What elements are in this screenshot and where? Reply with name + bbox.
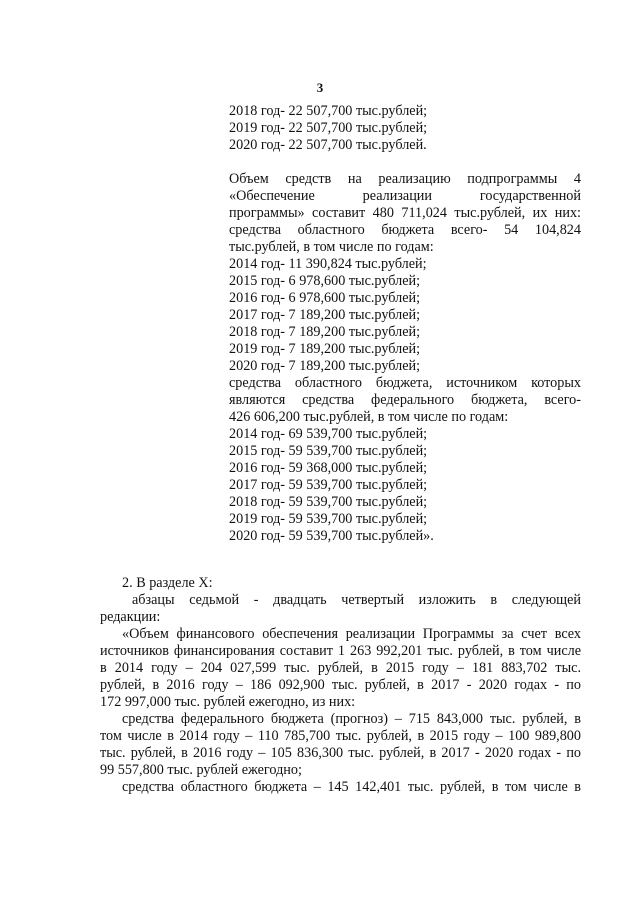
spacer [229, 154, 581, 171]
text-line: 172 997,000 тыс. рублей ежегодно, из них: [100, 694, 356, 710]
text-line: 2019 год- 59 539,700 тыс.рублей; [229, 511, 428, 527]
year-list-federal-source [229, 426, 581, 545]
text-line: 2020 год- 22 507,700 тыс.рублей. [229, 137, 427, 153]
text-line: 2020 год- 59 539,700 тыс.рублей». [229, 528, 434, 544]
section-heading: 2. В разделе X: [122, 575, 213, 591]
text-line: «Обеспечение реализации государственной [229, 188, 581, 204]
text-line: 2014 год- 11 390,824 тыс.рублей; [229, 256, 427, 272]
text-line: 2018 год- 22 507,700 тыс.рублей; [229, 103, 428, 119]
text-line: 2020 год- 7 189,200 тыс.рублей; [229, 358, 421, 374]
text-line: средства областного бюджета – 145 142,401 тыс. рублей, в том числе в [122, 779, 581, 795]
text-line: том числе в 2014 году – 110 785,700 тыс. рублей, в 2015 году – 100 989,800 [100, 728, 581, 744]
year-list-regional-budget [229, 256, 581, 375]
text-line: тыс. рублей, в 2016 году – 105 836,300 тыс. рублей, в 2017 - 2020 годах - по [100, 745, 581, 761]
text-line: Объем средств на реализацию подпрограммы 4 [229, 171, 581, 187]
text-line: 2014 год- 69 539,700 тыс.рублей; [229, 426, 428, 442]
text-line: в 2014 году – 204 027,599 тыс. рублей, в 2015 году – 181 883,702 тыс. [100, 660, 581, 676]
text-line: средства областного бюджета всего- 54 104,824 [229, 222, 581, 238]
text-line: рублей, в 2016 году – 186 092,900 тыс. рублей, в 2017 - 2020 годах - по [100, 677, 581, 693]
text-line: средства областного бюджета, источником которых [229, 375, 581, 391]
text-line: 2018 год- 7 189,200 тыс.рублей; [229, 324, 421, 340]
text-line: редакции: [100, 609, 161, 625]
page-number: 3 [316, 80, 324, 95]
text-line: 2019 год- 7 189,200 тыс.рублей; [229, 341, 421, 357]
text-line: 2016 год- 6 978,600 тыс.рублей; [229, 290, 421, 306]
text-line: 2018 год- 59 539,700 тыс.рублей; [229, 494, 428, 510]
text-line: 99 557,800 тыс. рублей ежегодно; [100, 762, 302, 778]
text-line: средства федерального бюджета (прогноз) – 715 843,000 тыс. рублей, в [122, 711, 581, 727]
text-line: 2015 год- 59 539,700 тыс.рублей; [229, 443, 428, 459]
text-line: абзацы седьмой - двадцать четвертый изложить в следующей [132, 592, 581, 608]
text-line: 2015 год- 6 978,600 тыс.рублей; [229, 273, 421, 289]
text-line: являются средства федерального бюджета, всего- [229, 392, 581, 408]
year-list-subprogram-3 [229, 103, 581, 154]
funding-block-upper [229, 103, 581, 545]
text-line: 2019 год- 22 507,700 тыс.рублей; [229, 120, 428, 136]
text-line: 2017 год- 59 539,700 тыс.рублей; [229, 477, 428, 493]
text-line: 426 606,200 тыс.рублей, в том числе по годам: [229, 409, 509, 425]
text-line: 2017 год- 7 189,200 тыс.рублей; [229, 307, 421, 323]
section-body [100, 592, 581, 796]
paragraph-federal-source [229, 375, 581, 426]
text-line: «Объем финансового обеспечения реализации Программы за счет всех [122, 626, 581, 642]
section-x-amendment [100, 575, 581, 796]
text-line: источников финансирования составит 1 263 992,201 тыс. рублей, в том числе [100, 643, 581, 659]
text-line: программы» составит 480 711,024 тыс.рублей, их них: [229, 205, 581, 221]
text-line: 2016 год- 59 368,000 тыс.рублей; [229, 460, 428, 476]
text-line: тыс.рублей, в том числе по годам: [229, 239, 434, 255]
paragraph-subprogram-4 [229, 171, 581, 256]
